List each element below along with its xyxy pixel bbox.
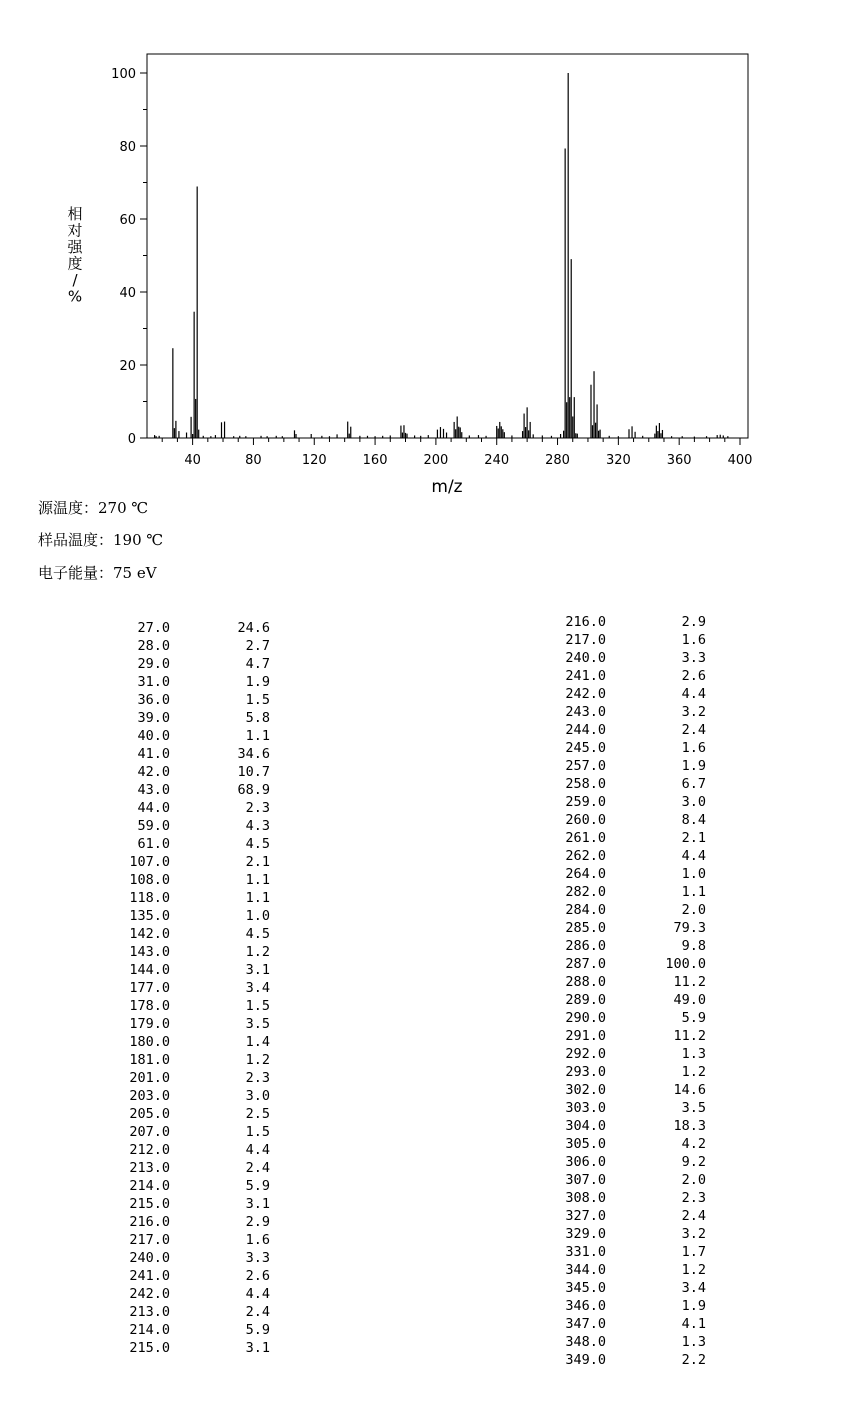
table-row [556,739,706,757]
intensity-value: 2.5 [245,1106,270,1122]
table-row [556,883,706,901]
intensity-value: 1.9 [681,1298,706,1314]
intensity-value: 3.3 [245,1250,270,1266]
intensity-value: 3.5 [245,1016,270,1032]
mz-value: 201.0 [129,1070,170,1086]
intensity-value: 1.3 [681,1334,706,1350]
table-row [556,1315,706,1333]
mz-value: 43.0 [137,782,170,798]
peak-table-left [120,619,270,1357]
mz-value: 215.0 [129,1196,170,1212]
x-tick-label: 200 [423,453,449,468]
intensity-value: 2.0 [681,1172,706,1188]
x-tick-label: 360 [666,453,692,468]
intensity-value: 3.0 [681,794,706,810]
mz-value: 241.0 [129,1268,170,1284]
table-row [556,1333,706,1351]
table-row [556,901,706,919]
y-axis [111,67,147,447]
table-row [556,991,706,1009]
mz-value: 217.0 [565,632,606,648]
table-row [556,1297,706,1315]
table-row [120,1177,270,1195]
condition-value: 190 ℃ [113,531,164,549]
mz-value: 327.0 [565,1208,606,1224]
table-row [556,1099,706,1117]
x-tick-label: 80 [245,453,262,468]
mz-value: 61.0 [137,836,170,852]
table-row [120,1123,270,1141]
electron-energy [38,562,157,583]
condition-label: 源温度： [38,499,99,517]
intensity-value: 18.3 [673,1118,706,1134]
mz-value: 349.0 [565,1352,606,1368]
intensity-value: 2.9 [245,1214,270,1230]
mz-value: 262.0 [565,848,606,864]
mz-value: 216.0 [129,1214,170,1230]
x-tick-label: 40 [184,453,201,468]
intensity-value: 1.5 [245,1124,270,1140]
table-row [556,775,706,793]
table-row [120,1231,270,1249]
table-row [556,685,706,703]
intensity-value: 1.1 [681,884,706,900]
mz-value: 217.0 [129,1232,170,1248]
intensity-value: 1.9 [681,758,706,774]
mz-value: 293.0 [565,1064,606,1080]
mz-value: 41.0 [137,746,170,762]
table-row [120,1321,270,1339]
x-tick-label: 320 [605,453,631,468]
mz-value: 36.0 [137,692,170,708]
mz-value: 213.0 [129,1304,170,1320]
intensity-value: 2.3 [245,1070,270,1086]
intensity-value: 2.0 [681,902,706,918]
table-row [556,1027,706,1045]
table-row [556,649,706,667]
mz-value: 178.0 [129,998,170,1014]
x-axis [162,438,752,468]
mz-value: 216.0 [565,614,606,630]
table-row [120,1051,270,1069]
intensity-value: 1.6 [681,740,706,756]
table-row [120,1141,270,1159]
table-row [556,667,706,685]
mz-value: 240.0 [565,650,606,666]
intensity-value: 4.5 [245,836,270,852]
intensity-value: 4.1 [681,1316,706,1332]
intensity-value: 1.2 [681,1262,706,1278]
table-row [120,1267,270,1285]
mz-value: 346.0 [565,1298,606,1314]
intensity-value: 2.3 [245,800,270,816]
table-row [120,763,270,781]
intensity-value: 4.3 [245,818,270,834]
intensity-value: 1.6 [245,1232,270,1248]
x-tick-label: 400 [727,453,753,468]
mz-value: 40.0 [137,728,170,744]
plot-frame [147,54,748,438]
table-row [556,1207,706,1225]
mz-value: 305.0 [565,1136,606,1152]
y-axis-label: 相对强度/ % [67,205,83,306]
table-row [556,955,706,973]
table-row [120,1195,270,1213]
mz-value: 261.0 [565,830,606,846]
intensity-value: 4.2 [681,1136,706,1152]
table-row [556,919,706,937]
mz-value: 42.0 [137,764,170,780]
sample-temperature [38,529,163,550]
mz-value: 240.0 [129,1250,170,1266]
mz-value: 307.0 [565,1172,606,1188]
mz-value: 292.0 [565,1046,606,1062]
x-tick-label: 160 [362,453,388,468]
mz-value: 289.0 [565,992,606,1008]
intensity-value: 79.3 [673,920,706,936]
table-row [120,1105,270,1123]
mz-value: 291.0 [565,1028,606,1044]
mz-value: 288.0 [565,974,606,990]
table-row [120,853,270,871]
intensity-value: 2.4 [245,1304,270,1320]
intensity-value: 1.0 [681,866,706,882]
intensity-value: 2.9 [681,614,706,630]
table-row [556,1117,706,1135]
mz-value: 241.0 [565,668,606,684]
table-row [120,781,270,799]
mz-value: 259.0 [565,794,606,810]
intensity-value: 1.1 [245,728,270,744]
mz-value: 257.0 [565,758,606,774]
mz-value: 308.0 [565,1190,606,1206]
intensity-value: 24.6 [237,620,270,636]
table-row [120,1303,270,1321]
intensity-value: 3.0 [245,1088,270,1104]
table-row [556,865,706,883]
table-row [120,1015,270,1033]
table-row [556,1153,706,1171]
intensity-value: 1.6 [681,632,706,648]
intensity-value: 49.0 [673,992,706,1008]
intensity-value: 11.2 [673,974,706,990]
table-row [556,1063,706,1081]
mz-value: 29.0 [137,656,170,672]
mz-value: 213.0 [129,1160,170,1176]
mz-value: 205.0 [129,1106,170,1122]
table-row [120,1159,270,1177]
intensity-value: 11.2 [673,1028,706,1044]
mz-value: 306.0 [565,1154,606,1170]
intensity-value: 1.2 [245,1052,270,1068]
y-tick-label: 0 [127,432,136,447]
mz-value: 348.0 [565,1334,606,1350]
table-row [120,1339,270,1357]
mz-value: 214.0 [129,1322,170,1338]
mz-value: 107.0 [129,854,170,870]
table-row [120,1069,270,1087]
table-row [120,889,270,907]
intensity-value: 4.4 [681,848,706,864]
intensity-value: 2.1 [245,854,270,870]
intensity-value: 5.9 [245,1322,270,1338]
table-row [556,1225,706,1243]
condition-label: 电子能量： [38,564,114,582]
table-row [556,811,706,829]
intensity-value: 9.8 [681,938,706,954]
intensity-value: 1.5 [245,692,270,708]
intensity-value: 3.5 [681,1100,706,1116]
intensity-value: 4.4 [245,1142,270,1158]
intensity-value: 3.1 [245,1196,270,1212]
intensity-value: 1.0 [245,908,270,924]
x-axis-label: m/z [431,477,463,497]
peak-table-right [556,613,706,1369]
table-row [556,703,706,721]
intensity-value: 8.4 [681,812,706,828]
mz-value: 287.0 [565,956,606,972]
intensity-value: 3.1 [245,1340,270,1356]
mz-value: 207.0 [129,1124,170,1140]
table-row [120,961,270,979]
mz-value: 118.0 [129,890,170,906]
table-row [120,799,270,817]
table-row [556,1009,706,1027]
table-row [556,937,706,955]
y-tick-label: 20 [119,359,136,374]
intensity-value: 68.9 [237,782,270,798]
table-row [120,655,270,673]
table-row [556,829,706,847]
table-row [120,871,270,889]
mz-value: 244.0 [565,722,606,738]
table-row [120,673,270,691]
mz-value: 285.0 [565,920,606,936]
intensity-value: 2.6 [245,1268,270,1284]
table-row [556,631,706,649]
intensity-value: 4.5 [245,926,270,942]
mz-value: 329.0 [565,1226,606,1242]
mz-value: 242.0 [129,1286,170,1302]
y-tick-label: 40 [119,286,136,301]
table-row [556,1045,706,1063]
intensity-value: 6.7 [681,776,706,792]
intensity-value: 1.1 [245,890,270,906]
mz-value: 258.0 [565,776,606,792]
table-row [120,925,270,943]
table-row [120,1213,270,1231]
intensity-value: 1.9 [245,674,270,690]
table-row [120,997,270,1015]
mz-value: 260.0 [565,812,606,828]
table-row [556,793,706,811]
mz-value: 303.0 [565,1100,606,1116]
table-row [120,727,270,745]
table-row [120,943,270,961]
spectrum-peaks [155,73,728,438]
intensity-value: 1.2 [245,944,270,960]
mz-value: 28.0 [137,638,170,654]
mz-value: 59.0 [137,818,170,834]
intensity-value: 2.4 [681,1208,706,1224]
table-row [120,709,270,727]
intensity-value: 1.2 [681,1064,706,1080]
table-row [120,691,270,709]
y-tick-label: 60 [119,213,136,228]
intensity-value: 3.1 [245,962,270,978]
mz-value: 286.0 [565,938,606,954]
table-row [120,1285,270,1303]
mz-value: 284.0 [565,902,606,918]
intensity-value: 2.4 [245,1160,270,1176]
intensity-value: 3.2 [681,704,706,720]
table-row [120,1087,270,1105]
table-row [556,1081,706,1099]
condition-label: 样品温度： [38,531,114,549]
table-row [556,973,706,991]
y-tick-label: 100 [111,67,136,82]
mz-value: 282.0 [565,884,606,900]
table-row [120,619,270,637]
table-row [556,1243,706,1261]
intensity-value: 14.6 [673,1082,706,1098]
y-tick-label: 80 [119,140,136,155]
intensity-value: 3.3 [681,650,706,666]
mz-value: 44.0 [137,800,170,816]
intensity-value: 2.6 [681,668,706,684]
table-row [120,979,270,997]
mz-value: 181.0 [129,1052,170,1068]
mz-value: 108.0 [129,872,170,888]
source-temperature [38,497,148,518]
intensity-value: 2.4 [681,722,706,738]
intensity-value: 4.7 [245,656,270,672]
intensity-value: 2.2 [681,1352,706,1368]
mz-value: 212.0 [129,1142,170,1158]
intensity-value: 4.4 [681,686,706,702]
mass-spectrum-chart [0,0,850,500]
x-tick-label: 120 [301,453,327,468]
intensity-value: 3.4 [681,1280,706,1296]
table-row [120,817,270,835]
mz-value: 344.0 [565,1262,606,1278]
intensity-value: 3.4 [245,980,270,996]
intensity-value: 5.9 [681,1010,706,1026]
intensity-value: 4.4 [245,1286,270,1302]
table-row [556,613,706,631]
intensity-value: 100.0 [665,956,706,972]
intensity-value: 1.3 [681,1046,706,1062]
mz-value: 302.0 [565,1082,606,1098]
mz-value: 27.0 [137,620,170,636]
table-row [556,1135,706,1153]
mz-value: 144.0 [129,962,170,978]
intensity-value: 3.2 [681,1226,706,1242]
intensity-value: 1.7 [681,1244,706,1260]
intensity-value: 1.1 [245,872,270,888]
table-row [556,721,706,739]
mz-value: 177.0 [129,980,170,996]
intensity-value: 10.7 [237,764,270,780]
x-tick-label: 240 [484,453,510,468]
intensity-value: 5.9 [245,1178,270,1194]
table-row [556,1261,706,1279]
mz-value: 215.0 [129,1340,170,1356]
mz-value: 214.0 [129,1178,170,1194]
mz-value: 180.0 [129,1034,170,1050]
mz-value: 264.0 [565,866,606,882]
table-row [556,1171,706,1189]
table-row [556,847,706,865]
intensity-value: 5.8 [245,710,270,726]
table-row [120,1033,270,1051]
intensity-value: 2.3 [681,1190,706,1206]
mz-value: 39.0 [137,710,170,726]
table-row [120,637,270,655]
table-row [120,1249,270,1267]
mz-value: 135.0 [129,908,170,924]
table-row [556,1351,706,1369]
intensity-value: 34.6 [237,746,270,762]
intensity-value: 2.1 [681,830,706,846]
table-row [120,835,270,853]
condition-value: 270 ℃ [98,499,149,517]
mz-value: 331.0 [565,1244,606,1260]
mz-value: 142.0 [129,926,170,942]
mz-value: 242.0 [565,686,606,702]
mz-value: 290.0 [565,1010,606,1026]
mz-value: 345.0 [565,1280,606,1296]
table-row [556,757,706,775]
mz-value: 304.0 [565,1118,606,1134]
table-row [556,1189,706,1207]
intensity-value: 9.2 [681,1154,706,1170]
mz-value: 347.0 [565,1316,606,1332]
table-row [120,745,270,763]
table-row [120,907,270,925]
intensity-value: 1.5 [245,998,270,1014]
mz-value: 31.0 [137,674,170,690]
x-tick-label: 280 [545,453,570,468]
intensity-value: 2.7 [245,638,270,654]
intensity-value: 1.4 [245,1034,270,1050]
condition-value: 75 eV [113,564,157,582]
mz-value: 143.0 [129,944,170,960]
mz-value: 243.0 [565,704,606,720]
mz-value: 245.0 [565,740,606,756]
table-row [556,1279,706,1297]
mz-value: 203.0 [129,1088,170,1104]
mz-value: 179.0 [129,1016,170,1032]
